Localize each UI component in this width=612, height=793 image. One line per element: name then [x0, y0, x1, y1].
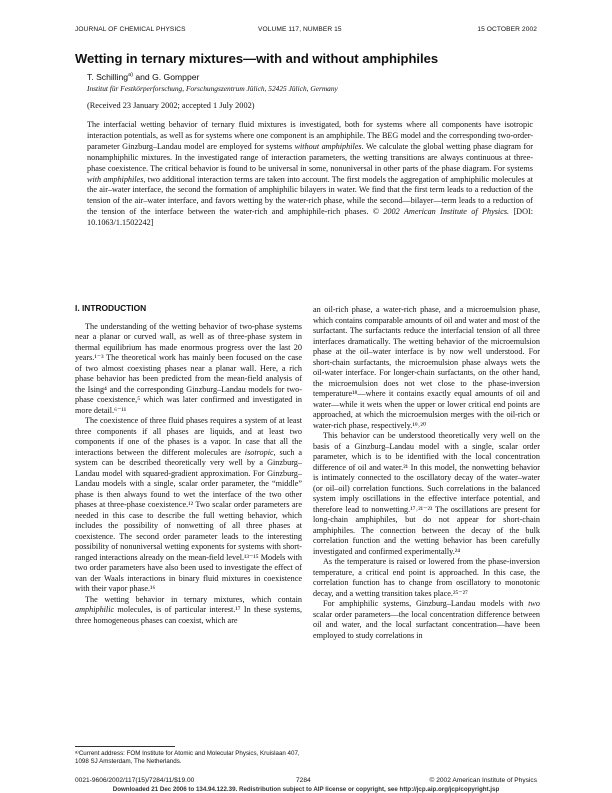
download-notice[interactable]: Downloaded 21 Dec 2006 to 134.94.122.39. Redistribution subject to AIP license or copyright, see http://jcp.aip.org/jcp/copyright.jsp: [112, 786, 500, 793]
journal-name: JOURNAL OF CHEMICAL PHYSICS: [75, 26, 186, 33]
paragraph-emphasis: isotropic: [244, 447, 274, 457]
volume-info: VOLUME 117, NUMBER 15: [258, 26, 342, 33]
footnote-divider: [75, 746, 175, 747]
paragraph-text: scalar order parameters—the local concentration difference between oil and water, and the local surfactant concentration—have been employed to study correlations in: [313, 609, 540, 640]
paragraph: As the temperature is raised or lowered from the phase-inversion temperature, a critical end point is approached. In this case, the correlation function has to change from oscillatory to monotonic decay, and a wetting transition takes place.²⁵⁻²⁷: [313, 557, 540, 598]
abstract-text: . We calculate the global wetting phase diagram for nonamphiphilic mixtures. In the investigated range of interaction parameters, the wetting transitions are always continuous at three-phase coexistence. The critical behavior is found to be universal in some, nonuniversal in other parts of the phase diagram. For systems: [87, 141, 534, 173]
paragraph: [75, 416, 302, 595]
doi-link[interactable]: [DOI: 10.1063/1.1502242]: [87, 207, 533, 228]
left-column: [75, 303, 302, 626]
footer-copyright: © 2002 American Institute of Physics: [429, 777, 537, 784]
issue-date: 15 OCTOBER 2002: [477, 26, 537, 33]
author-1-footnote-mark: a): [128, 72, 133, 79]
affiliation: Institut für Festkörperforschung, Forschungszentrum Jülich, 52425 Jülich, Germany: [87, 84, 338, 93]
paragraph: an oil-rich phase, a water-rich phase, and a microemulsion phase, which contains comparable amounts of oil and water and most of the surfactant. The surfactants reduce the interfacial tension of all three interfaces dramatically. The wetting behavior of the microemulsion phase at the oil–water interface is by now well understood. For short-chain surfactants, the microemulsion phase always wets the oil-water interface. For longer-chain surfactants, on the other hand, the microemulsion does not wet close to the phase-inversion temperature¹⁸—where it contains exactly equal amounts of oil and water—while it wets when the upper or lower critical end points are approached, at which the microemulsion merges with the oil-rich or water-rich phase, respectively.¹⁹˒²⁰: [313, 305, 540, 430]
paragraph: [313, 599, 540, 641]
abstract-emphasis: without amphiphiles: [294, 141, 362, 151]
author-2: and G. Gompper: [132, 72, 200, 82]
paragraph-emphasis: amphiphilic: [75, 605, 115, 614]
paragraph-text: The wetting behavior in ternary mixtures, which contain: [85, 594, 302, 604]
paragraph: The understanding of the wetting behavior of two-phase systems near a planar or curved wall, as well as of three-phase system in thermal equilibrium has made enormous progress over the last 20 years.¹⁻³ The theoretical work has mainly been focused on the case of two almost coexisting phases near a planar wall. Here, a rich phase behavior has been predicted from the mean-field analysis of the Ising⁴ and the corresponding Ginzburg–Landau models for two-phase coexistence,⁵ which was later confirmed and investigated in more detail.⁶⁻¹¹: [75, 321, 302, 415]
paragraph-text: For amphiphilic systems, Ginzburg–Landau models with: [323, 599, 529, 608]
paper-title: Wetting in ternary mixtures—with and without amphiphiles: [75, 51, 439, 66]
paragraph: [75, 595, 302, 627]
paragraph-emphasis: two: [528, 599, 540, 608]
section-heading: I. INTRODUCTION: [75, 303, 147, 313]
abstract-copyright: © 2002 American Institute of Physics.: [372, 207, 510, 217]
paragraph: This behavior can be understood theoretically very well on the basis of a Ginzburg–Landau model with a single, scalar order parameter, which is to be identified with the local concentration difference of oil and water.²¹ In this model, the nonwetting behavior is intimately connected to the oscillatory decay of the water–water (or oil–oil) correlation functions. Such correlations in the balanced system imply oscillations in the effective interface potential, and therefore lead to nonwetting.¹⁷˒²¹⁻²³ The oscillations are present for long-chain amphiphiles, but do not appear for short-chain amphiphiles. The connection between the decay of the bulk correlation function and the wetting behavior has been carefully investigated and confirmed experimentally.²⁴: [313, 431, 540, 556]
paragraph-text: molecules, is of particular interest.¹⁷ In these systems, three homogeneous phases can coexist, which are: [75, 605, 302, 625]
right-column: [313, 305, 540, 641]
paragraph-text: , such a system can be described theoretically very well by a Ginzburg–Landau model with squared-gradient approximation. For Ginzburg–Landau models with a single, scalar order parameter, the “middle” phase is then always found to wet the interface of the two other phases at three-phase coexistence.¹² Two scalar order parameters are needed in this case to describe the full wetting behavior, which includes the possibility of nonwetting of all three phases at coexistence. The second order parameter leads to the interesting possibility of nonuniversal wetting exponents for systems with short-ranged interactions already on the mean-field level.¹³⁻¹⁵ Models with two order parameters have also been used to investigate the effect of van der Waals interactions in binary fluid mixtures in coexistence with their vapor phase.¹⁶: [75, 447, 302, 593]
received-dates: (Received 23 January 2002; accepted 1 July 2002): [87, 101, 255, 110]
abstract: [87, 120, 533, 229]
paragraph-text: The coexistence of three fluid phases requires a system of at least three components if all phases are liquids, and at least two components if one of the phases is a vapor. In case that all the interactions between the different molecules are: [75, 416, 302, 457]
abstract-text: The interfacial wetting behavior of ternary fluid mixtures is investigated, both for systems where all components have isotropic interaction potentials, as well as for systems where one component is an amphiphile. The BEG model and the corresponding two-order-parameter Ginzburg–Landau model are employed for systems: [87, 120, 533, 151]
footer-issn: 0021-9606/2002/117(15)/7284/11/$19.00: [75, 777, 195, 784]
abstract-text: , two additional interaction terms are taken into account. The first models the aggregation of amphiphilic molecules at the air–water interface, the second the formation of amphiphilic bilayers in water. We find that the first term leads to a reduction of the tension of the air–water interface, and favors wetting by the water-rich phase, while the second—bilayer—term leads to a reduction of the tension of the interface between the water-rich and amphiphile-rich phases.: [87, 174, 533, 217]
footnote: ᵃ⁾Current address: FOM Institute for Atomic and Molecular Physics, Kruislaan 407, 1098 SJ Amsterdam, The Netherlands.: [75, 750, 300, 765]
authors: [87, 72, 199, 82]
abstract-emphasis: with amphiphiles: [87, 174, 144, 184]
page-number: 7284: [296, 777, 311, 784]
author-1: T. Schilling: [87, 72, 129, 82]
